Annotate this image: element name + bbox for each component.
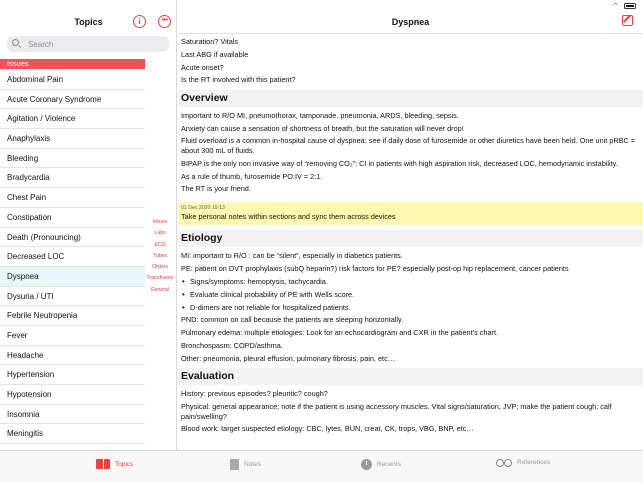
topic-item[interactable]: Dyspnea [0, 267, 145, 287]
page-title: Dyspnea [391, 17, 430, 27]
bullet-item: • Signs/symptoms: hemoptysis, tachycardia. [178, 277, 643, 287]
info-button[interactable]: i [133, 15, 146, 28]
paragraph: History: previous episodes? pleuritic? cough? [181, 389, 328, 399]
paragraph: PE: patient on DVT prophylaxis (subQ heparin?) risk factors for PE? especially post-op hip replacement, cancer patients [181, 264, 569, 274]
paragraph: MI: important to R/O : can be “silent”, especially in diabetics patients. [181, 251, 403, 261]
note-text: Take personal notes within sections and sync them across devices [181, 211, 396, 221]
index-item[interactable]: Labs [154, 230, 166, 237]
topic-item[interactable]: Bleeding [0, 149, 145, 169]
paragraph: Last ABG if available [181, 49, 249, 59]
bullet-item: • Evaluate clinical probability of PE with Wells score. [178, 290, 643, 300]
topic-item[interactable]: Constipation [0, 208, 145, 228]
note-timestamp: 01 Dec 2020 15:13 [181, 204, 225, 211]
header-divider [178, 33, 643, 34]
heading-evaluation: Evaluation [178, 368, 643, 385]
personal-note[interactable] [178, 202, 643, 226]
topic-item[interactable]: Chest Pain [0, 188, 145, 208]
paragraph: Pulmonary edema: multiple etiologies: Look for an echocardiogram and CXR in the patient’s chart. [181, 328, 499, 338]
search-input[interactable] [28, 36, 158, 52]
paragraph: Anxiety can cause a sensation of shortness of breath, but the saturation will never drop! [181, 123, 464, 133]
topic-item[interactable]: Acute Coronary Syndrome [0, 90, 145, 110]
glasses-icon [496, 459, 512, 466]
paragraph: Fluid overload is a common in-hospital cause of dyspnea: see if daily dose of furosemide or other diuretics have been held. One unit pRBC = about 300 mL of fluids. [181, 136, 636, 155]
topic-item[interactable]: Decreased LOC [0, 247, 145, 267]
topic-item[interactable]: Bradycardia [0, 168, 145, 188]
paragraph: Is the RT involved with this patient? [181, 75, 296, 85]
tab-topics[interactable] [96, 459, 133, 469]
search-icon [12, 39, 19, 46]
paragraph: Bronchospasm: COPD/asthma. [181, 340, 283, 350]
topic-item[interactable]: Meningitis [0, 424, 145, 444]
more-button[interactable]: ••• [158, 15, 171, 28]
wifi-icon: ◠ [612, 3, 618, 9]
tab-references-label: References [517, 459, 551, 466]
tab-topics-label: Topics [115, 460, 134, 468]
paragraph: As a rule of thumb, furosemide PO:IV = 2:1. [181, 171, 323, 181]
topic-item[interactable]: Abdominal Pain [0, 70, 145, 90]
topic-item[interactable]: Febrile Neutropenia [0, 306, 145, 326]
section-header-issues: Issues [0, 59, 145, 69]
topic-item[interactable]: Agitation / Violence [0, 109, 145, 129]
sidebar-title: Topics [74, 17, 103, 27]
tab-references[interactable] [496, 459, 550, 466]
section-index [145, 217, 175, 296]
paragraph: BIPAP is the only non invasive way of “removing CO₂”: CI in patients with high aspiration risk, decreased LOC, hemodynamic instability. [181, 158, 618, 168]
index-item[interactable]: Tubes [152, 252, 168, 259]
topic-item[interactable]: Dysuria / UTI [0, 287, 145, 307]
topic-item[interactable]: Insomnia [0, 405, 145, 425]
topic-item[interactable]: Headache [0, 346, 145, 366]
paragraph: Physical: general appearance; note if the patient is using accessory muscles. Vital signs/saturation, JVP; make the patient cough; calf pain/swelling? [181, 402, 612, 421]
topic-item[interactable]: Fever [0, 326, 145, 346]
main-content [178, 0, 643, 450]
paragraph: The RT is your friend. [181, 184, 251, 194]
sidebar [0, 0, 177, 450]
heading-etiology: Etiology [178, 230, 643, 247]
index-item[interactable]: Issues [152, 219, 168, 225]
tab-recents[interactable] [361, 459, 401, 470]
clock-icon [361, 459, 372, 470]
tab-recents-label: Recents [377, 461, 401, 468]
heading-overview: Overview [178, 90, 643, 107]
index-item[interactable]: General [150, 286, 170, 293]
notes-icon [230, 459, 239, 470]
topic-item[interactable]: Hypertension [0, 365, 145, 385]
paragraph: Blood work: target suspected etiology: CBC, lytes, BUN, creat, CK, trops, VBG, BNP, etc… [181, 424, 474, 434]
search-bar[interactable] [7, 36, 169, 52]
index-item[interactable]: ECG [154, 241, 166, 248]
topic-item[interactable]: Anaphylaxis [0, 129, 145, 149]
tab-bar [0, 450, 643, 482]
article [178, 37, 643, 437]
index-item[interactable]: Transfusion [146, 275, 174, 282]
topic-list [0, 70, 145, 444]
compose-icon[interactable] [622, 15, 633, 26]
topic-item[interactable]: Hypotension [0, 385, 145, 405]
paragraph: Acute onset? [181, 62, 224, 72]
paragraph: Saturation? Vitals [181, 37, 239, 46]
paragraph: Important to R/O MI, pneumothorax, tamponade, pneumonia, ARDS, bleeding, sepsis. [181, 110, 459, 120]
paragraph: Other: pneumonia, pleural effusion, pulmonary fibrosis, pain, etc… [181, 353, 396, 363]
index-item[interactable]: Orders [152, 264, 168, 271]
book-icon [96, 459, 110, 469]
paragraph: PND: common on call because the patients are sleeping horizontally. [181, 315, 404, 325]
topic-item[interactable]: Death (Pronouncing) [0, 228, 145, 248]
tab-notes-label: Notes [244, 461, 261, 468]
tab-notes[interactable] [230, 459, 261, 470]
bullet-item: • D-dimers are not reliable for hospitalized patients. [178, 303, 643, 313]
